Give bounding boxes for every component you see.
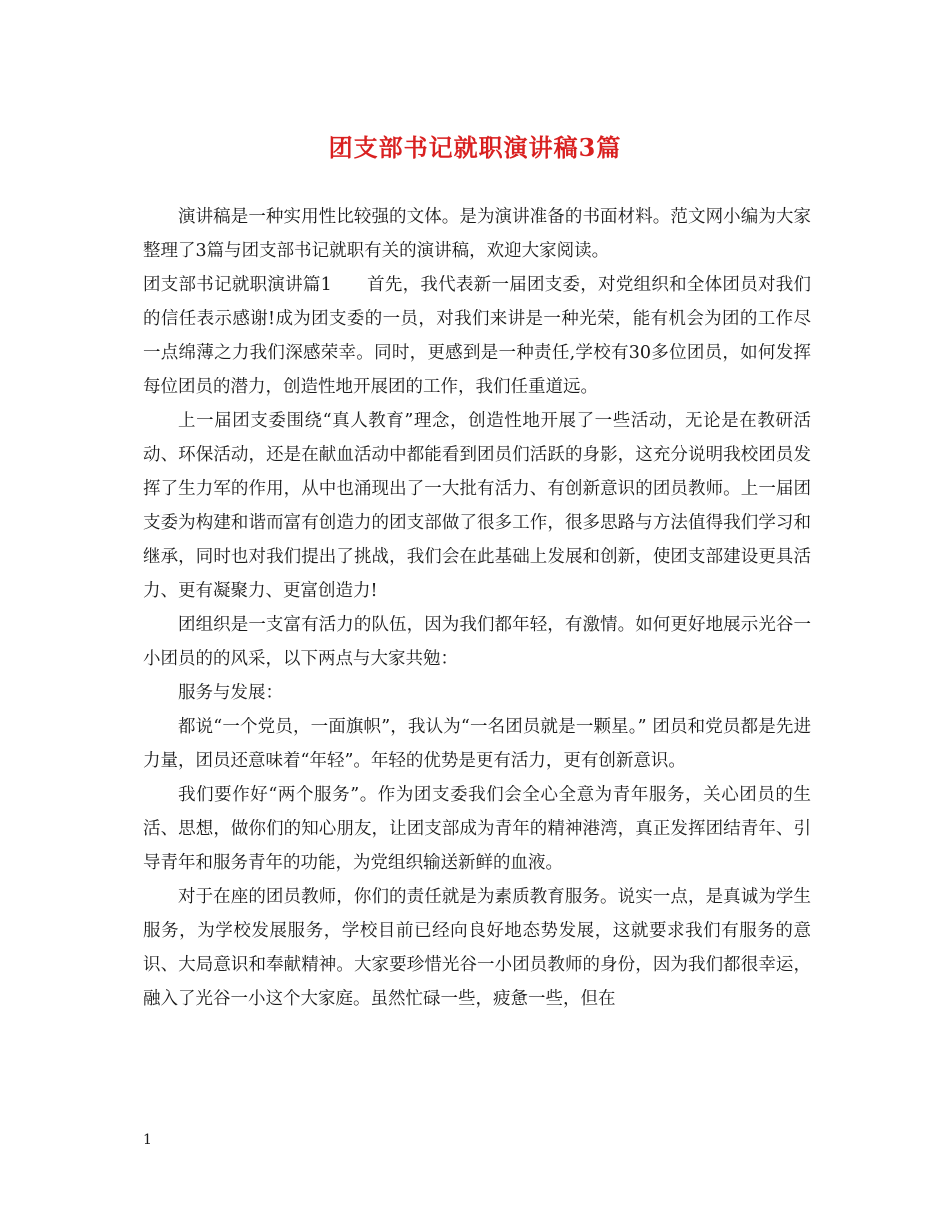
body-paragraph: 上一届团支委围绕“真人教育”理念，创造性地开展了一些活动，无论是在教研活动、环保活动，还是在献血活动中都能看到团员们活跃的身影，这充分说明我校团员发挥了生力军的作用，从中也涌现出了一大批有活力、有创新意识的团员教师。上一届团支委为构建和谐而富有创造力的团支部做了很多工作，很多思路与方法值得我们学习和继承，同时也对我们提出了挑战，我们会在此基础上发展和创新，使团支部建设更具活力、更有凝聚力、更富创造力! — [143, 411, 811, 601]
page-number: 1 — [143, 1132, 152, 1148]
body-paragraph: 团组织是一支富有活力的队伍，因为我们都年轻，有激情。如何更好地展示光谷一小团员的的风采，以下两点与大家共勉： — [143, 615, 811, 669]
body-paragraph: 我们要作好“两个服务”。作为团支委我们会全心全意为青年服务，关心团员的生活、思想，做你们的知心朋友，让团支部成为青年的精神港湾，真正发挥团结青年、引导青年和服务青年的功能，为党组织输送新鲜的血液。 — [143, 785, 811, 873]
document-body — [143, 200, 811, 1016]
body-paragraph: 都说“一个党员，一面旗帜”，我认为“一名团员就是一颗星。” 团员和党员都是先进力量，团员还意味着“年轻”。年轻的优势是更有活力，更有创新意识。 — [143, 717, 811, 771]
document-title: 团支部书记就职演讲稿3篇 — [328, 133, 622, 162]
intro-paragraph: 演讲稿是一种实用性比较强的文体。是为演讲准备的书面材料。范文网小编为大家整理了3篇与团支部书记就职有关的演讲稿，欢迎大家阅读。 — [143, 207, 811, 261]
body-paragraph: 对于在座的团员教师，你们的责任就是为素质教育服务。说实一点，是真诚为学生服务，为学校发展服务，学校目前已经向良好地态势发展，这就要求我们有服务的意识、大局意识和奉献精神。大家要珍惜光谷一小团员教师的身份，因为我们都很幸运，融入了光谷一小这个大家庭。虽然忙碌一些，疲惫一些，但在 — [143, 887, 811, 1009]
section-heading: 团支部书记就职演讲篇1 — [143, 275, 332, 295]
section-first-text: 首先，我代表新一届团支委，对党组织和全体团员对我们的信任表示感谢!成为团支委的一员，对我们来讲是一种光荣，能有机会为团的工作尽一点绵薄之力我们深感荣幸。同时，更感到是一种责任,学校有30多位团员，如何发挥每位团员的潜力，创造性地开展团的工作，我们任重道远。 — [143, 275, 811, 397]
body-paragraph: 服务与发展： — [178, 683, 283, 703]
section-first-paragraph — [143, 268, 811, 404]
